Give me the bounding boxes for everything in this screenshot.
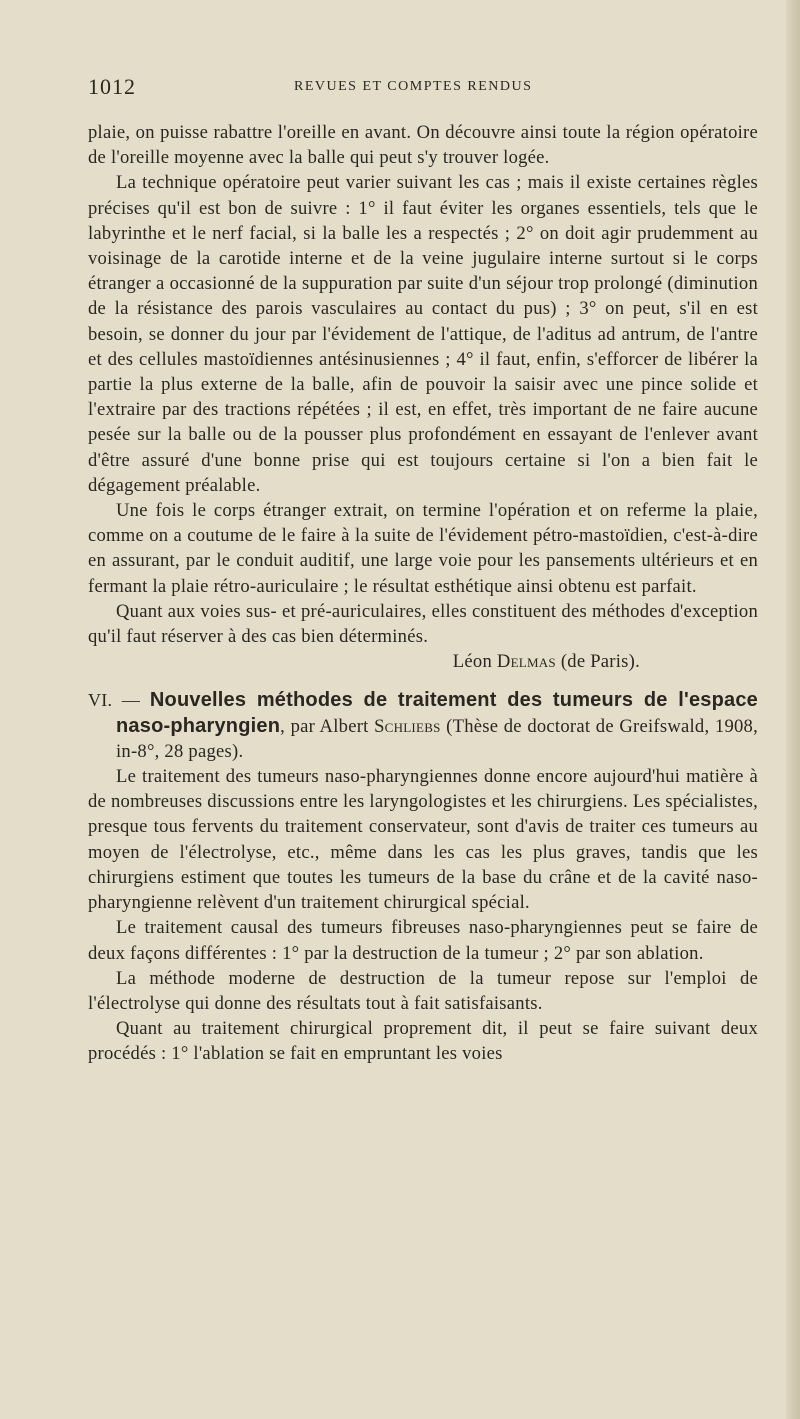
section-citation: (Thèse de doctorat de Greifswald, 1908, in-8°, 28 pages). xyxy=(116,715,758,762)
author-signature xyxy=(88,649,758,674)
section-author: Schliebs xyxy=(374,715,441,737)
article-body xyxy=(88,120,758,1067)
paragraph-continued: plaie, on puisse rabattre l'oreille en avant. On découvre ainsi toute la région opératoire de l'oreille moyenne avec la balle qui peut s'y trouver logée. xyxy=(88,122,758,169)
section-heading xyxy=(88,688,758,764)
page-edge-shadow xyxy=(786,0,800,1419)
paragraph-other-routes: Quant aux voies sus- et pré-auriculaires, elles constituent des méthodes d'exception qu'il faut réserver à des cas bien déterminés. xyxy=(88,600,758,648)
signature-place: (de Paris). xyxy=(560,651,640,673)
paragraph-technique: La technique opératoire peut varier suivant les cas ; mais il existe certaines règles précises qu'il est bon de suivre : 1° il faut éviter les organes essentiels, tels que le labyrinthe et le nerf facial, si la balle les a respectés ; 2° on doit agir prudemment au voisinage de la carotide interne et de la veine jugulaire interne surtout si le corps étranger a occasionné de la suppuration par suite d'un séjour trop prolongé (diminution de la résistance des parois vasculaires au contact du pus) ; 3° on peut, s'il en est besoin, se donner du jour par l'évidement de l'attique, de l'aditus ad antrum, de l'antre et des cellules mastoïdiennes antésinusiennes ; 4° il faut, enfin, s'efforcer de libérer la partie la plus externe de la balle, afin de pouvoir la saisir avec une pince solide et l'extraire par des tractions répétées ; il est, en effet, très important de ne faire aucune pesée sur la balle ou de la pousser plus profondément en essayant de l'enlever avant d'être assuré d'une bonne prise qui est toujours certaine si l'on a bien fait le dégagement préalable. xyxy=(88,172,758,496)
section-number: VI. — xyxy=(88,690,141,711)
page-header xyxy=(88,74,760,104)
paragraph-surgical: Quant au traitement chirurgical proprement dit, il peut se faire suivant deux procédés : 1° l'ablation se fait en empruntant les voies xyxy=(88,1018,758,1065)
paragraph-closure: Une fois le corps étranger extrait, on termine l'opération et on referme la plaie, comme on a coutume de le faire à la suite de l'évidement pétro-mastoïdien, c'est-à-dire en assurant, par le conduit auditif, une large voie pour les pansements ultérieurs et en fermant la plaie rétro-auriculaire ; le résultat esthétique ainsi obtenu est parfait. xyxy=(88,500,758,597)
section-by: , par Albert xyxy=(280,715,369,737)
paragraph-causal-treatment: Le traitement causal des tumeurs fibreuses naso-pharyngiennes peut se faire de deux façons différentes : 1° par la destruction de la tumeur ; 2° par son ablation. xyxy=(88,917,758,964)
signature-first-name: Léon xyxy=(452,651,493,673)
signature-surname: Delmas xyxy=(496,651,556,673)
running-title: REVUES ET COMPTES RENDUS xyxy=(294,79,533,94)
page-number: 1012 xyxy=(88,74,136,99)
paragraph-intro: Le traitement des tumeurs naso-pharyngiennes donne encore aujourd'hui matière à de nombreuses discussions entre les laryngologistes et les chirurgiens. Les spécialistes, presque tous fervents du traitement conservateur, sont d'avis de traiter ces tumeurs au moyen de l'électrolyse, etc., même dans les cas les plus graves, tandis que les chirurgiens estiment que toutes les tumeurs de la base du crâne et de la cavité naso-pharyngienne relèvent d'un traitement chirurgical spécial. xyxy=(88,766,758,914)
section-title: Nouvelles méthodes de traitement des tumeurs de l'espace naso-pharyngien xyxy=(116,689,758,737)
paragraph-electrolysis: La méthode moderne de destruction de la tumeur repose sur l'emploi de l'électrolyse qui donne des résultats tout à fait satisfaisants. xyxy=(88,967,758,1014)
